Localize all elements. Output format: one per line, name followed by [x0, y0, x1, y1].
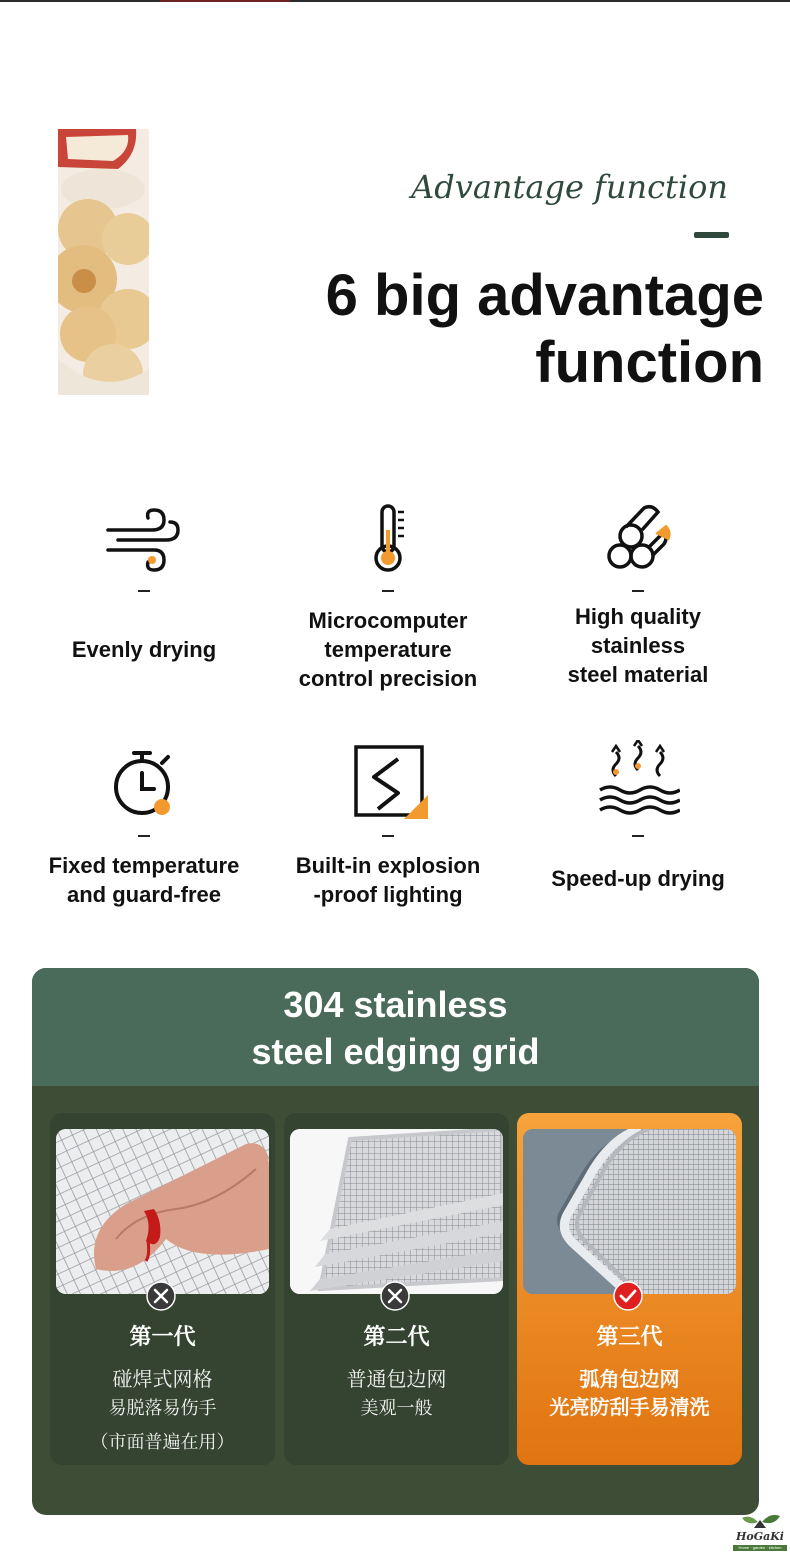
cross-icon	[380, 1281, 410, 1311]
brand-tagline: Home · garden · kitchen	[733, 1545, 787, 1551]
feature-temperature-control	[268, 500, 508, 700]
title-line-1: 6 big advantage	[325, 263, 764, 328]
steel-pipes-icon	[598, 500, 678, 576]
generation-card-2	[284, 1113, 509, 1465]
generation-description: 普通包边网 美观一般	[346, 1369, 447, 1418]
wind-icon	[104, 500, 184, 576]
rounded-edged-grid-photo	[523, 1129, 736, 1294]
generation-card-3	[517, 1113, 742, 1465]
feature-divider	[138, 835, 150, 837]
title-line-2: function	[535, 330, 764, 395]
feature-fixed-temperature	[24, 745, 264, 915]
feature-label: Microcomputer temperature control precision	[298, 608, 478, 691]
script-subtitle: Advantage function	[411, 168, 728, 206]
accent-bar	[694, 232, 729, 238]
feature-stainless-steel	[518, 500, 758, 700]
brand-name: HoGaKi	[736, 1530, 784, 1543]
feature-divider	[138, 590, 150, 592]
feature-divider	[382, 835, 394, 837]
comparison-panel	[32, 968, 759, 1515]
ordinary-edged-grid-photo	[290, 1129, 503, 1294]
brand-logo	[732, 1508, 788, 1556]
feature-label: Fixed temperature and guard-free	[48, 853, 240, 907]
feature-speed-up-drying	[518, 740, 758, 910]
cross-icon	[146, 1281, 176, 1311]
feature-evenly-drying	[24, 500, 264, 680]
feature-divider	[632, 590, 644, 592]
feature-label: Speed-up drying	[551, 866, 725, 891]
generation-card-1	[50, 1113, 275, 1465]
thermometer-icon	[348, 500, 428, 576]
generation-label: 第二代	[363, 1324, 430, 1349]
feature-label: Built-in explosion -proof lighting	[295, 853, 481, 907]
spot-welded-grid-photo	[56, 1129, 269, 1294]
feature-divider	[632, 835, 644, 837]
leaf-house-icon	[732, 1508, 788, 1532]
generation-label: 第一代	[129, 1324, 196, 1349]
page-title	[204, 262, 764, 396]
feature-label: High quality stainless steel material	[567, 604, 709, 687]
light-switch-icon	[348, 745, 428, 821]
comparison-title: 304 stainless steel edging grid	[251, 984, 540, 1072]
top-border	[0, 0, 790, 2]
dried-apple-image	[58, 129, 149, 395]
feature-label: Evenly drying	[71, 637, 217, 662]
timer-icon	[104, 745, 184, 821]
feature-explosion-proof-lighting	[268, 745, 508, 915]
generation-description: 弧角包边网 光亮防刮手易清洗	[549, 1369, 710, 1419]
check-icon	[613, 1281, 643, 1311]
feature-divider	[382, 590, 394, 592]
comparison-header	[32, 968, 759, 1086]
heat-waves-icon	[596, 740, 680, 820]
generation-label: 第三代	[596, 1324, 663, 1349]
generation-description: 碰焊式网格 易脱落易伤手 （市面普遍在用）	[90, 1369, 235, 1452]
